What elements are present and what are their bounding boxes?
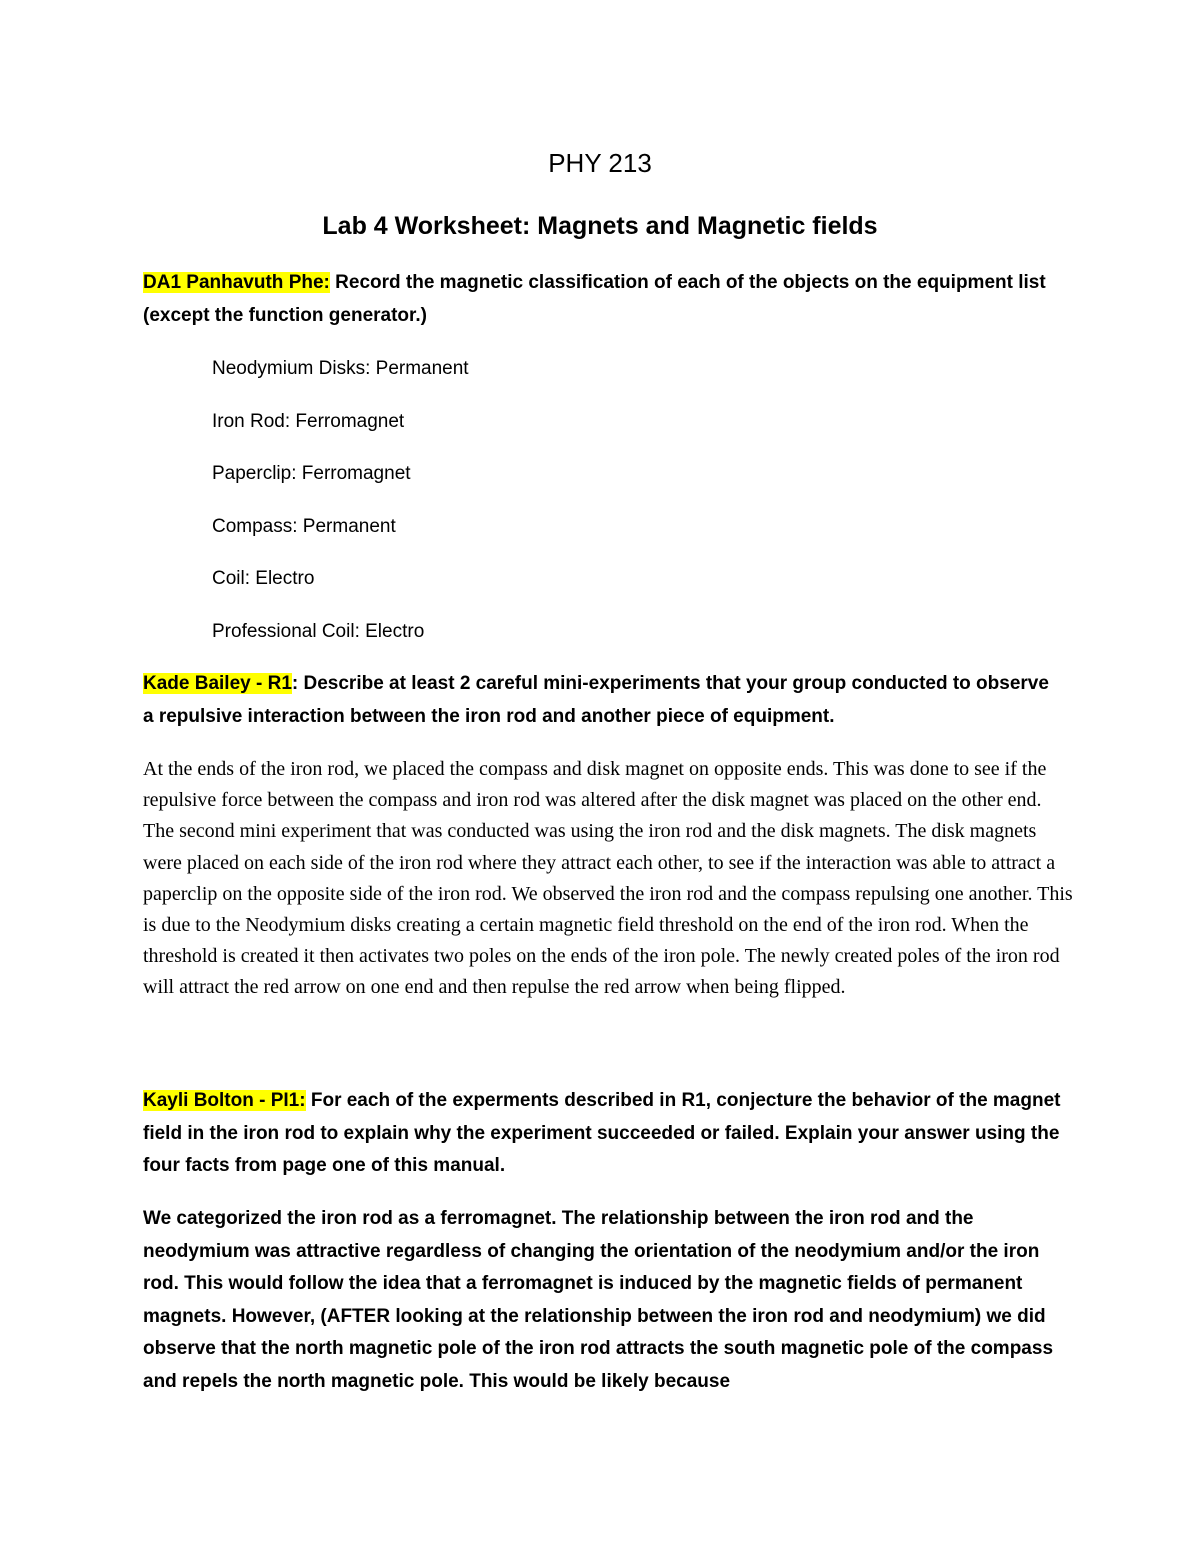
question-da1-prompt: Record the magnetic classification of each of the objects on the equipment list (except the function generator.) bbox=[143, 272, 1046, 326]
author-label-r1: Kade Bailey - R1 bbox=[143, 673, 292, 694]
page-title: Lab 4 Worksheet: Magnets and Magnetic fields bbox=[322, 212, 878, 240]
classification-list bbox=[212, 353, 469, 668]
list-item: Paperclip: Ferromagnet bbox=[212, 463, 411, 484]
answer-r1: At the ends of the iron rod, we placed the compass and disk magnet on opposite ends. This was done to see if the repulsive force between the compass and iron rod was altered after the disk magnet was placed on the other end. The second mini experiment that was conducted was using the iron rod and the disk magnets. The disk magnets were placed on each side of the iron rod where they attract each other, to see if the interaction was able to attract a paperclip on the opposite side of the iron rod. We observed the iron rod and the compass repulsing one another. This is due to the Neodymium disks creating a certain magnetic field threshold on the end of the iron rod. When the threshold is created it then activates two poles on the ends of the iron pole. The newly created poles of the iron rod will attract the red arrow on one end and then repulse the red arrow when being flipped. bbox=[143, 758, 1073, 999]
question-pi1 bbox=[143, 1085, 1063, 1183]
list-item: Coil: Electro bbox=[212, 568, 315, 589]
list-item: Iron Rod: Ferromagnet bbox=[212, 410, 405, 432]
question-r1 bbox=[143, 668, 1063, 733]
list-item: Neodymium Disks: Permanent bbox=[212, 358, 469, 379]
author-label-pi1: Kayli Bolton - PI1: bbox=[143, 1090, 306, 1111]
course-code: PHY 213 bbox=[548, 148, 652, 178]
list-item: Compass: Permanent bbox=[212, 515, 396, 537]
answer-pi1: We categorized the iron rod as a ferromagnet. The relationship between the iron rod and the neodymium was attractive regardless of changing the orientation of the neodymium and/or the iron rod. This would follow the idea that a ferromagnet is induced by the magnetic fields of permanent magnets. However, (AFTER looking at the relationship between the iron rod and neodymium) we did observe that the north magnetic pole of the iron rod attracts the south magnetic pole of the compass and repels the north magnetic pole. This would be likely because bbox=[143, 1208, 1054, 1392]
list-item: Professional Coil: Electro bbox=[212, 620, 425, 642]
author-label-da1: DA1 Panhavuth Phe: bbox=[143, 272, 330, 293]
question-r1-prompt: : Describe at least 2 careful mini-experiments that your group conducted to observe a repulsive interaction between the iron rod and another piece of equipment. bbox=[143, 673, 1049, 727]
question-da1 bbox=[143, 267, 1063, 332]
question-pi1-prompt: For each of the experments described in R1, conjecture the behavior of the magnet field in the iron rod to explain why the experiment succeeded or failed. Explain your answer using the four facts from page one of this manual. bbox=[143, 1090, 1061, 1176]
